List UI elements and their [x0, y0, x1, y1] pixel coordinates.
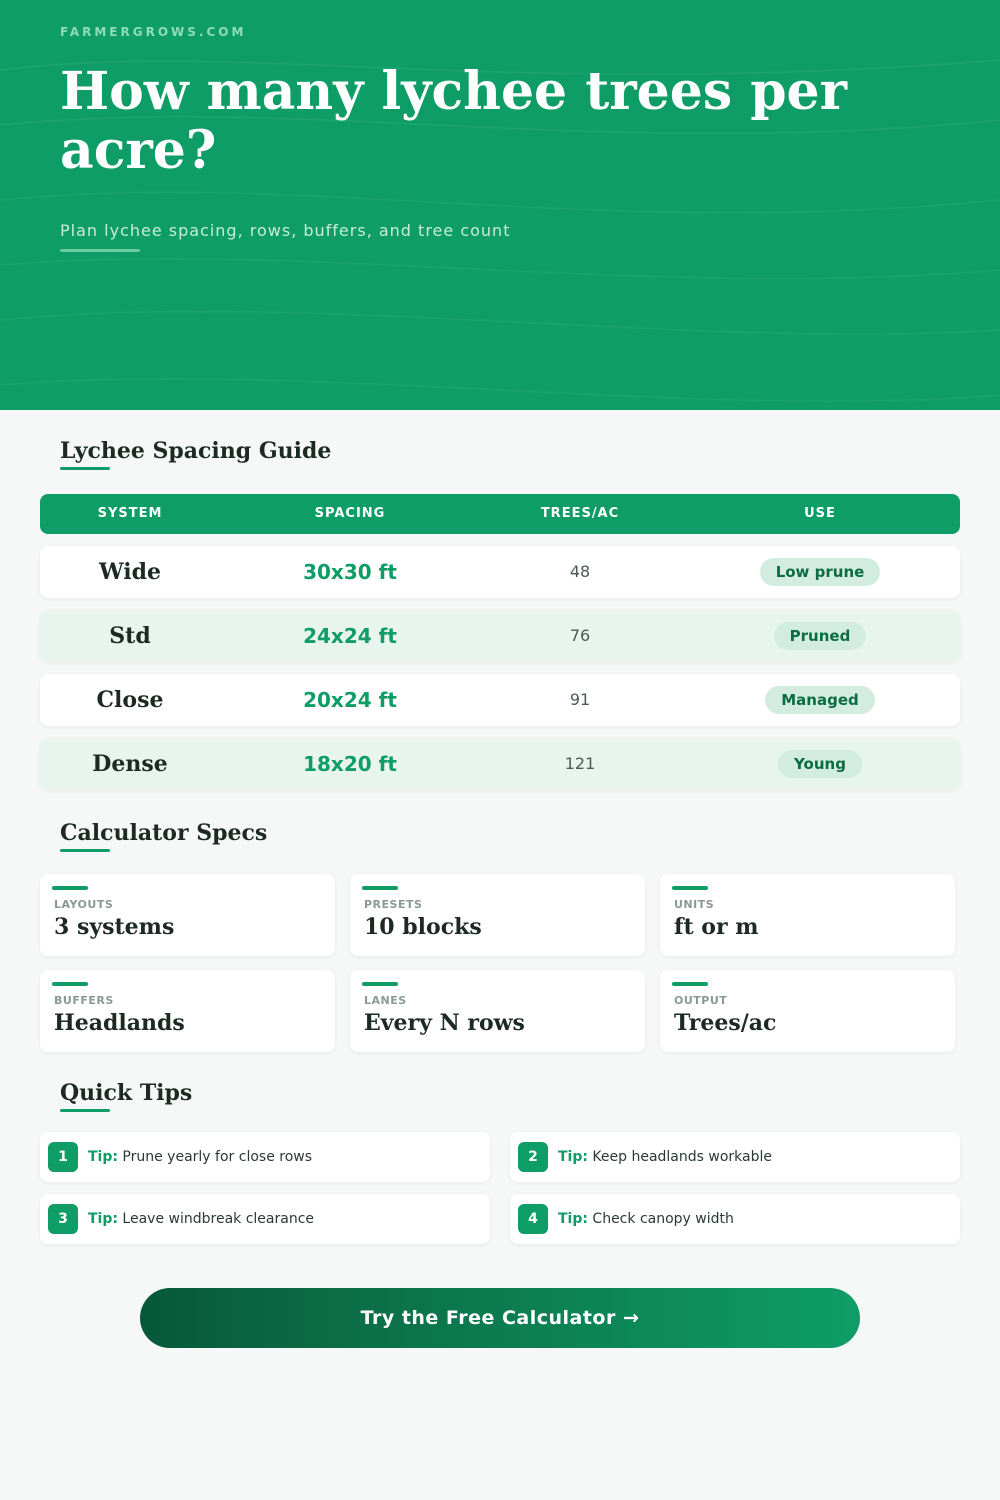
guide-title-underline: [60, 467, 110, 470]
spec-card-output: [660, 970, 955, 1052]
spec-accent-bar: [672, 886, 708, 890]
table-row: [40, 674, 960, 726]
spec-value: ft or m: [674, 914, 759, 940]
spec-value: Every N rows: [364, 1010, 525, 1036]
tip-card: [510, 1132, 960, 1182]
spec-label: LAYOUTS: [54, 898, 114, 911]
header-spacing: SPACING: [314, 506, 386, 521]
row-spacing: 24x24 ft: [303, 624, 397, 648]
try-calculator-button[interactable]: Try the Free Calculator →: [140, 1288, 860, 1348]
spec-value: 10 blocks: [364, 914, 482, 940]
page-subtitle: Plan lychee spacing, rows, buffers, and tree count: [60, 221, 511, 240]
hero-banner: [0, 0, 1000, 410]
tip-prefix: Tip:: [88, 1149, 118, 1165]
row-trees: 76: [569, 626, 591, 645]
header-trees: TREES/AC: [540, 506, 620, 521]
tip-card: [40, 1132, 490, 1182]
spec-value: Headlands: [54, 1010, 185, 1036]
spec-accent-bar: [672, 982, 708, 986]
row-system: Dense: [92, 751, 168, 777]
spec-label: UNITS: [674, 898, 715, 911]
spec-value: Trees/ac: [674, 1010, 777, 1036]
row-system: Close: [96, 687, 164, 713]
tip-prefix: Tip:: [558, 1211, 588, 1227]
spec-accent-bar: [52, 886, 88, 890]
use-badge: Low prune: [760, 558, 881, 586]
page-title: How many lychee trees per acre?: [60, 61, 848, 181]
spec-card-presets: [350, 874, 645, 956]
use-badge: Managed: [765, 686, 875, 714]
table-header: [40, 494, 960, 534]
tip-text: Leave windbreak clearance: [122, 1211, 314, 1227]
tip-number-badge: 3: [48, 1204, 78, 1234]
tip-prefix: Tip:: [558, 1149, 588, 1165]
row-trees: 48: [569, 562, 591, 581]
row-spacing: 30x30 ft: [303, 560, 397, 584]
spec-card-buffers: [40, 970, 335, 1052]
spec-label: PRESETS: [364, 898, 423, 911]
header-use: USE: [804, 506, 836, 521]
use-badge: Pruned: [774, 622, 867, 650]
row-spacing: 18x20 ft: [303, 752, 397, 776]
tip-number-badge: 2: [518, 1142, 548, 1172]
spec-card-units: [660, 874, 955, 956]
table-row: [40, 546, 960, 598]
tip-text: Prune yearly for close rows: [122, 1149, 313, 1165]
header-system: SYSTEM: [97, 506, 163, 521]
spec-accent-bar: [362, 982, 398, 986]
spec-value: 3 systems: [54, 914, 175, 940]
row-system: Wide: [98, 559, 162, 585]
guide-section-title: Lychee Spacing Guide: [60, 438, 332, 464]
row-spacing: 20x24 ft: [303, 688, 397, 712]
specs-section-title: Calculator Specs: [60, 820, 268, 846]
tip-text: Check canopy width: [592, 1211, 734, 1227]
tip-card: [510, 1194, 960, 1244]
spec-label: LANES: [364, 994, 407, 1007]
brand-name[interactable]: FARMERGROWS.COM: [60, 25, 247, 39]
table-row: [40, 738, 960, 790]
spec-accent-bar: [52, 982, 88, 986]
spec-accent-bar: [362, 886, 398, 890]
row-trees: 121: [564, 754, 596, 773]
tips-title-underline: [60, 1109, 110, 1112]
subtitle-underline: [60, 249, 140, 252]
tip-text: Keep headlands workable: [592, 1149, 772, 1165]
tips-section-title: Quick Tips: [60, 1080, 193, 1106]
row-system: Std: [109, 623, 151, 649]
tip-card: [40, 1194, 490, 1244]
row-trees: 91: [569, 690, 591, 709]
specs-title-underline: [60, 849, 110, 852]
use-badge: Young: [778, 750, 862, 778]
tip-number-badge: 4: [518, 1204, 548, 1234]
spec-label: BUFFERS: [54, 994, 114, 1007]
spec-label: OUTPUT: [674, 994, 728, 1007]
table-row: [40, 610, 960, 662]
tip-prefix: Tip:: [88, 1211, 118, 1227]
tip-number-badge: 1: [48, 1142, 78, 1172]
spec-card-lanes: [350, 970, 645, 1052]
spec-card-layouts: [40, 874, 335, 956]
